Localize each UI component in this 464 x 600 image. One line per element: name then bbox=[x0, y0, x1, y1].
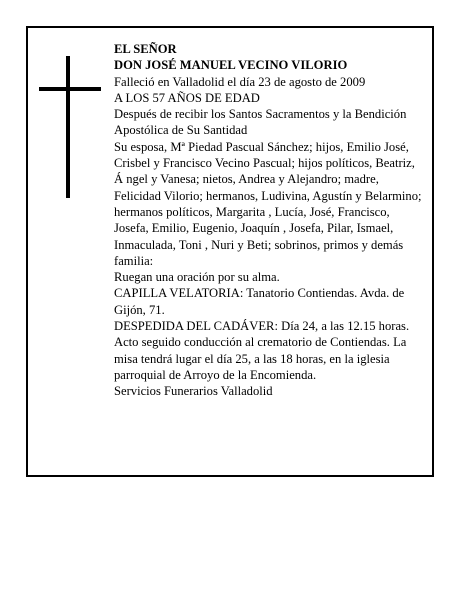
prayer-request: Ruegan una oración por su alma. bbox=[114, 270, 280, 285]
notice-text bbox=[114, 41, 426, 400]
death-statement: Falleció en Valladolid el día 23 de agosto de 2009 bbox=[114, 74, 366, 89]
funeral-services: Servicios Funerarios Valladolid bbox=[114, 384, 273, 399]
cross-horizontal-bar bbox=[39, 87, 101, 91]
obituary-notice bbox=[26, 26, 434, 477]
cross-vertical-bar bbox=[66, 56, 70, 198]
chapel-info: CAPILLA VELATORIA: Tanatorio Contiendas. Avda. de Gijón, 71. bbox=[114, 286, 405, 317]
sacraments-statement: Después de recibir los Santos Sacramentos y la Bendición Apostólica de Su Santidad bbox=[114, 107, 407, 138]
cross-icon bbox=[39, 56, 101, 198]
deceased-name: DON JOSÉ MANUEL VECINO VILORIO bbox=[114, 58, 348, 73]
age-statement: A LOS 57 AÑOS DE EDAD bbox=[114, 90, 260, 105]
family-list: Su esposa, Mª Piedad Pascual Sánchez; hijos, Emilio José, Crisbel y Francisco Vecino Pascual; hijos políticos, Beatriz, Á ngel y Vanesa; nietos, Andrea y Alejandro; madre, Felicidad Vilorio; hermanos, Ludivina, Agustín y Belarmino; hermanos políticos, Margarita , Lucía, José, Francisco, Josefa, Emilio, Eugenio, Joaquín , Josefa, Pilar, Ismael, Inmaculada, Toni , Nuri y Beti; sobrinos, primos y demás familia: bbox=[114, 139, 422, 268]
notice-title: EL SEÑOR bbox=[114, 42, 177, 56]
farewell-info: DESPEDIDA DEL CADÁVER: Día 24, a las 12.15 horas. Acto seguido conducción al crematorio de Contiendas. La misa tendrá lugar el día 25, a las 18 horas, en la iglesia parroquial de Arroyo de la Encomienda. bbox=[114, 319, 410, 382]
